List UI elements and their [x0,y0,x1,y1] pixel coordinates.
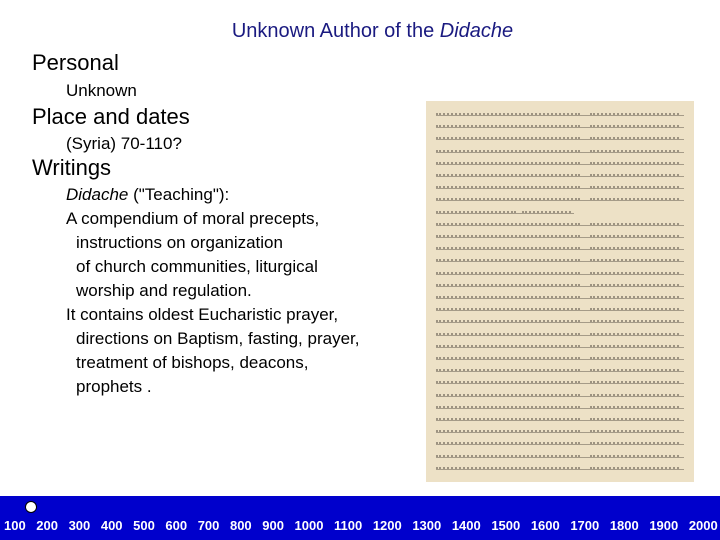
timeline-label: 1100 [334,518,363,533]
manuscript-line [436,322,684,323]
manuscript-line [436,237,684,238]
timeline-label: 1300 [412,518,442,533]
timeline-label: 200 [36,518,58,533]
writings-line-5: It contains oldest Eucharistic prayer, [66,305,339,324]
writings-line-7: treatment of bishops, deacons, [76,353,309,372]
timeline-label: 900 [262,518,284,533]
heading-writings: Writings [32,155,112,180]
writings-line-1: A compendium of moral precepts, [66,209,320,228]
timeline-label: 300 [68,518,91,533]
writings-text [66,183,359,399]
manuscript-line [436,225,684,226]
manuscript-line [436,127,684,128]
manuscript-line [436,200,684,201]
title-prefix: Unknown Author of the [231,20,440,42]
manuscript-line [436,469,684,470]
writings-line-2: instructions on organization [76,233,283,252]
manuscript-line [436,139,684,140]
writings-line-6: directions on Baptism, fasting, prayer, [76,329,360,348]
timeline-label: 1800 [609,518,639,533]
timeline-label: 1200 [372,518,402,533]
manuscript-line [436,432,684,433]
manuscript-line [436,347,684,348]
timeline-label: 1000 [294,518,324,533]
timeline-label: 1600 [530,518,560,533]
manuscript-line [436,444,684,445]
manuscript-line [436,261,684,262]
timeline-label: 100 [4,518,26,533]
work-subtitle: ("Teaching"): [128,185,230,204]
heading-personal: Personal [32,50,119,75]
writings-line-8: prophets . [76,377,152,396]
manuscript-line [436,371,684,372]
manuscript-line [436,420,684,421]
manuscript-line [436,249,684,250]
writings-work-line [66,183,359,207]
manuscript-line [436,298,684,299]
timeline-label: 400 [100,518,123,533]
timeline-label: 800 [229,518,252,533]
manuscript-line [436,176,684,177]
timeline-marker[interactable] [25,501,37,513]
timeline-label: 500 [133,518,155,533]
title-emphasis: Didache [439,20,514,42]
heading-place-dates: Place and dates [32,104,190,129]
manuscript-line [436,396,684,397]
manuscript-line [436,408,684,409]
manuscript-line [436,383,684,384]
manuscript-line [436,310,684,311]
timeline-label: 1500 [491,518,521,533]
timeline-labels [4,518,718,533]
manuscript-line [436,286,684,287]
timeline-label: 1700 [570,518,600,533]
timeline-label: 2000 [688,518,718,533]
manuscript-line [436,335,684,336]
timeline-bar [0,496,720,540]
writings-line-4: worship and regulation. [76,281,252,300]
timeline-label: 1900 [649,518,679,533]
manuscript-line [436,213,574,214]
timeline-label: 1400 [451,518,481,533]
slide-title [0,20,720,43]
timeline-label: 700 [197,518,220,533]
manuscript-line [436,457,684,458]
manuscript-line [436,274,684,275]
timeline-label: 600 [165,518,188,533]
place-dates-text: (Syria) 70-110? [66,134,182,153]
manuscript-image [426,101,694,482]
writings-line-3: of church communities, liturgical [76,257,318,276]
manuscript-line [436,359,684,360]
manuscript-line [436,115,684,116]
manuscript-line [436,164,684,165]
personal-text: Unknown [66,81,137,100]
manuscript-line [436,188,684,189]
work-title: Didache [66,185,129,204]
manuscript-line [436,152,684,153]
